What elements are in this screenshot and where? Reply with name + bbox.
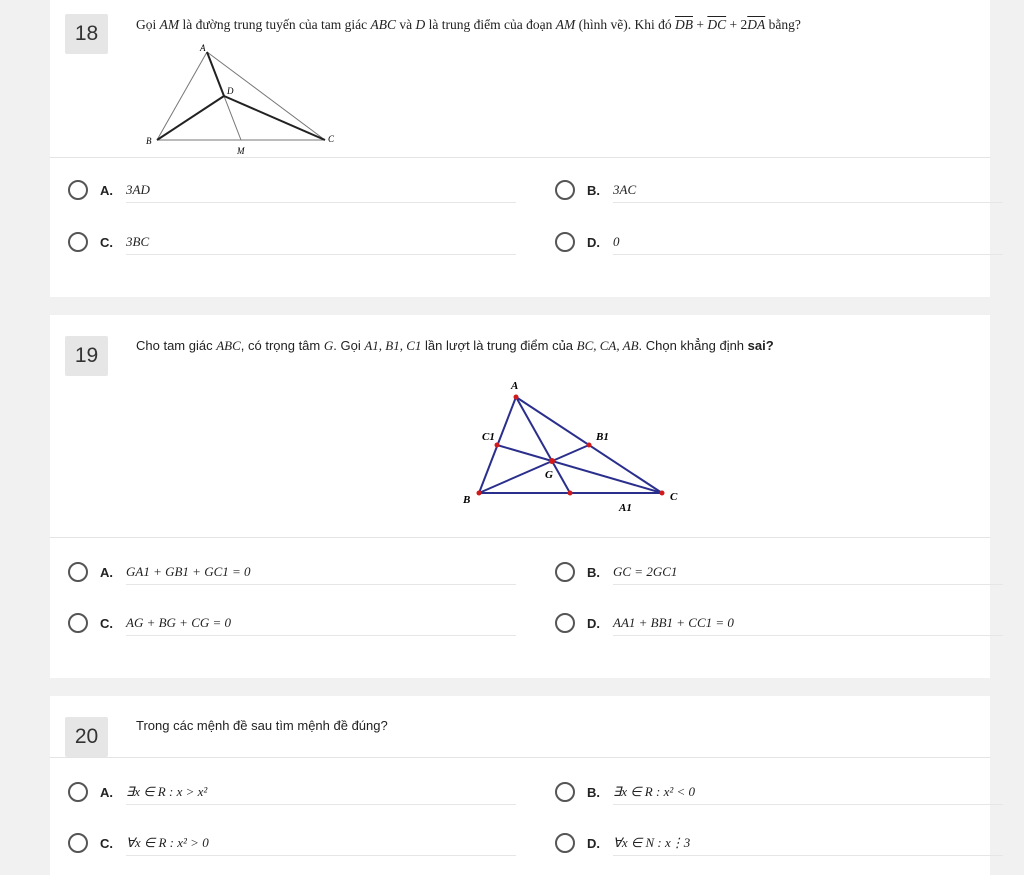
option-letter: A. [100,182,113,198]
q19-label-g: G [545,469,553,481]
q19-text-part: . Gọi [333,338,365,353]
q18-option-d[interactable] [555,217,1003,267]
q18-option-a[interactable] [68,165,516,215]
option-letter: C. [100,615,113,631]
q19-label-a: A [511,380,519,392]
q20-option-c[interactable] [68,818,516,868]
q20-option-d[interactable] [555,818,1003,868]
option-value: GA1 + GB1 + GC1 = 0 [126,560,516,585]
q19-text-part: . Chọn khẳng định [638,338,748,353]
left-gutter [0,0,50,875]
q19-label-a1: A1 [619,502,632,514]
question-number-18: 18 [65,14,108,54]
q18-math: ABC [370,17,397,32]
option-letter: C. [100,835,113,851]
option-letter: A. [100,784,113,800]
q19-option-a[interactable] [68,547,516,597]
q19-math: BC, CA, AB [576,338,639,353]
radio-button[interactable] [555,613,575,633]
radio-button[interactable] [555,180,575,200]
q18-vector: $\overline{DB}$ [674,17,693,32]
q18-label-b: B [146,136,152,146]
radio-button[interactable] [555,833,575,853]
q19-math: A1, B1, C1 [364,338,422,353]
q19-math: G [323,338,334,353]
q19-option-b[interactable] [555,547,1003,597]
q18-vector: $\overline{DC}$ [707,17,727,32]
option-letter: B. [587,564,600,580]
q18-option-b[interactable] [555,165,1003,215]
option-letter: D. [587,615,600,631]
radio-button[interactable] [68,613,88,633]
q19-text-part: , có trọng tâm [240,338,324,353]
question-20-text: Trong các mệnh đề sau tìm mệnh đề đúng? [136,718,388,733]
q19-label-b1: B1 [596,431,609,443]
radio-button[interactable] [68,833,88,853]
option-value: ∃x ∈ R : x > x² [126,780,516,805]
question-divider [50,678,990,696]
option-value: 3AD [126,178,516,203]
q18-text-part: Gọi [136,17,160,32]
option-letter: B. [587,784,600,800]
option-letter: B. [587,182,600,198]
option-value: ∀x ∈ N : x⋮3 [613,831,1003,856]
q18-label-m: M [237,146,245,156]
q18-text-part: + 2 [726,17,748,32]
q19-label-b: B [463,494,471,506]
radio-button[interactable] [555,232,575,252]
q18-vector: $\overline{DA}$ [747,17,766,32]
radio-button[interactable] [555,782,575,802]
quiz-content [50,0,990,875]
option-value: 0 [613,230,1003,255]
q18-label-d: D [227,86,234,96]
radio-button[interactable] [68,232,88,252]
q19-label-c1: C1 [482,431,495,443]
q18-text-part: bằng? [765,17,801,32]
option-letter: A. [100,564,113,580]
separator [50,157,990,158]
option-value: 3AC [613,178,1003,203]
q18-triangle-figure [145,42,345,160]
option-value: ∀x ∈ R : x² > 0 [126,831,516,856]
q19-centroid-figure [450,372,700,522]
option-value: ∃x ∈ R : x² < 0 [613,780,1003,805]
question-divider [50,297,990,315]
question-19-text [136,338,774,354]
q19-label-c: C [670,491,678,503]
question-18-text [136,17,801,33]
q18-text-part: + [692,17,708,32]
right-gutter [990,0,1024,875]
q18-math: AM [555,17,576,32]
q19-math: ABC [216,338,241,353]
q19-option-c[interactable] [68,598,516,648]
option-letter: D. [587,234,600,250]
option-value: GC = 2GC1 [613,560,1003,585]
radio-button[interactable] [68,782,88,802]
q18-text-part: và [396,17,416,32]
option-letter: C. [100,234,113,250]
question-number-20: 20 [65,717,108,757]
q18-text-part: (hình vẽ). Khi đó [575,17,675,32]
q18-label-c: C [328,134,335,144]
q19-option-d[interactable] [555,598,1003,648]
separator [50,537,990,538]
q19-text-part: lần lượt là trung điểm của [421,338,577,353]
question-number-19: 19 [65,336,108,376]
radio-button[interactable] [68,180,88,200]
q18-option-c[interactable] [68,217,516,267]
q18-math: D [415,17,426,32]
option-value: AA1 + BB1 + CC1 = 0 [613,611,1003,636]
q18-text-part: là đường trung tuyến của tam giác [179,17,371,32]
option-value: 3BC [126,230,516,255]
option-value: AG + BG + CG = 0 [126,611,516,636]
q18-label-a: A [200,43,206,53]
q19-text-bold: sai? [747,338,774,353]
q20-option-b[interactable] [555,767,1003,817]
q20-option-a[interactable] [68,767,516,817]
q18-text-part: là trung điểm của đoạn [425,17,556,32]
separator [50,757,990,758]
radio-button[interactable] [555,562,575,582]
q19-text-part: Cho tam giác [136,338,217,353]
q18-math: AM [159,17,180,32]
option-letter: D. [587,835,600,851]
radio-button[interactable] [68,562,88,582]
